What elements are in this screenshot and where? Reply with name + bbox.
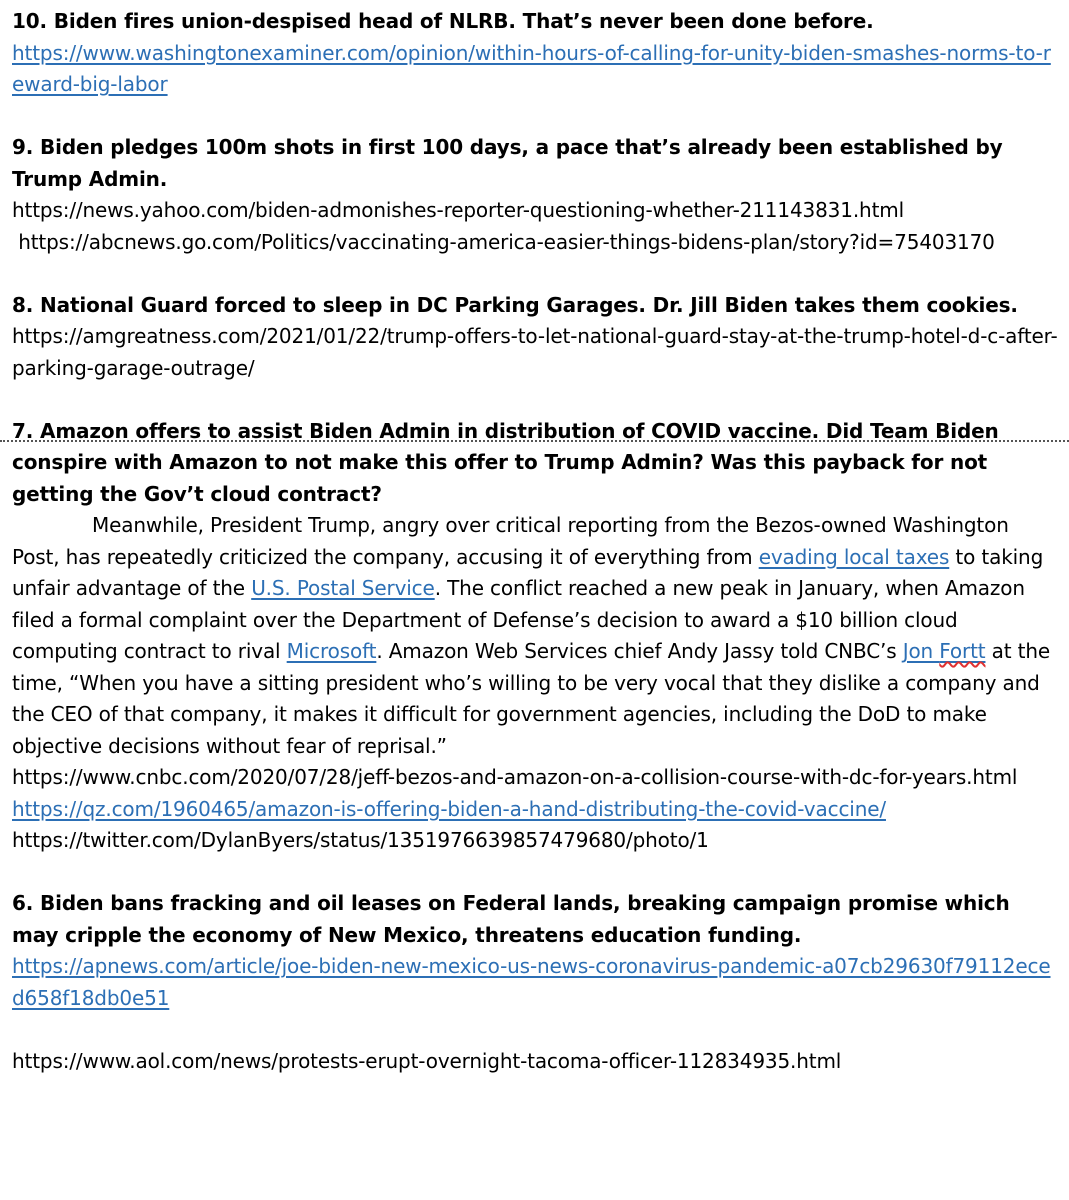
spacer xyxy=(12,258,1062,290)
jon-fortt-link-last: Fortt xyxy=(939,639,986,663)
qz-link[interactable]: https://qz.com/1960465/amazon-is-offering-biden-a-hand-distributing-the-covid-vaccine/ xyxy=(12,796,886,821)
apnews-link-para xyxy=(12,951,1062,1014)
quote-text-2: to taking unfair advantage of the xyxy=(12,544,1044,600)
item-8-heading: 8. National Guard forced to sleep in DC Parking Garages. Dr. Jill Biden takes them cookies. xyxy=(12,292,1018,317)
item-7-quote xyxy=(12,510,1062,762)
quote-text-3: . The conflict reached a new peak in January, when Amazon filed a formal complaint over the Department of Defense’s decision to award a $10 billion cloud computing contract to rival xyxy=(12,576,1025,663)
usps-link[interactable]: U.S. Postal Service xyxy=(251,576,435,600)
abcnews-url: https://abcnews.go.com/Politics/vaccinating-america-easier-things-bidens-plan/story?id=75403170 xyxy=(12,229,995,254)
amgreatness-url: https://amgreatness.com/2021/01/22/trump-offers-to-let-national-guard-stay-at-the-trump-hotel-d-c-after-parking-garage-outrage/ xyxy=(12,324,1058,380)
spacer xyxy=(12,1014,1062,1046)
quote-text-4: . Amazon Web Services chief Andy Jassy told CNBC’s xyxy=(376,639,903,663)
jon-fortt-link-first: Jon xyxy=(902,639,940,663)
microsoft-link[interactable]: Microsoft xyxy=(286,639,377,663)
cnbc-url: https://www.cnbc.com/2020/07/28/jeff-bezos-and-amazon-on-a-collision-course-with-dc-for-years.html xyxy=(12,765,1018,789)
yahoo-url: https://news.yahoo.com/biden-admonishes-reporter-questioning-whether-211143831.html xyxy=(12,198,904,222)
spacer xyxy=(12,857,1062,889)
evading-local-taxes-link[interactable]: evading local taxes xyxy=(758,544,950,569)
document-body xyxy=(12,6,1062,1077)
item-6-heading: 6. Biden bans fracking and oil leases on Federal lands, breaking campaign promise which may cripple the economy of New Mexico, threatens education funding. xyxy=(12,891,1010,947)
item-7-heading: 7. Amazon offers to assist Biden Admin in distribution of COVID vaccine. Did Team Biden conspire with Amazon to not make this offer to Trump Admin? Was this payback for not getting the Gov’t cloud contract? xyxy=(12,418,999,506)
spacer xyxy=(12,101,1062,133)
quote-text-5: at the time, “When you have a sitting president who’s willing to be very vocal that they dislike a company and the CEO of that company, it makes it difficult for government agencies, including the DoD to make objective decisions without fear of reprisal.” xyxy=(12,639,1051,758)
qz-link-para xyxy=(12,794,1062,826)
aol-url: https://www.aol.com/news/protests-erupt-overnight-tacoma-officer-112834935.html xyxy=(12,1048,842,1073)
item-10-link-para xyxy=(12,38,1062,101)
spacer xyxy=(12,384,1062,416)
jon-fortt-link[interactable] xyxy=(903,639,986,663)
item-10-heading: 10. Biden fires union-despised head of NLRB. That’s never been done before. xyxy=(12,9,874,33)
twitter-url: https://twitter.com/DylanByers/status/1351976639857479680/photo/1 xyxy=(12,828,709,852)
washington-examiner-link[interactable]: https://www.washingtonexaminer.com/opinion/within-hours-of-calling-for-unity-biden-smashes-norms-to-reward-big-labor xyxy=(12,40,1051,96)
apnews-link[interactable]: https://apnews.com/article/joe-biden-new-mexico-us-news-coronavirus-pandemic-a07cb29630f79112eced658f18db0e51 xyxy=(12,954,1051,1010)
item-9-heading: 9. Biden pledges 100m shots in first 100 days, a pace that’s already been established by Trump Admin. xyxy=(12,135,1003,191)
quote-text-1: Meanwhile, President Trump, angry over critical reporting from the Bezos-owned Washington Post, has repeatedly criticized the company, accusing it of everything from xyxy=(12,513,1009,569)
